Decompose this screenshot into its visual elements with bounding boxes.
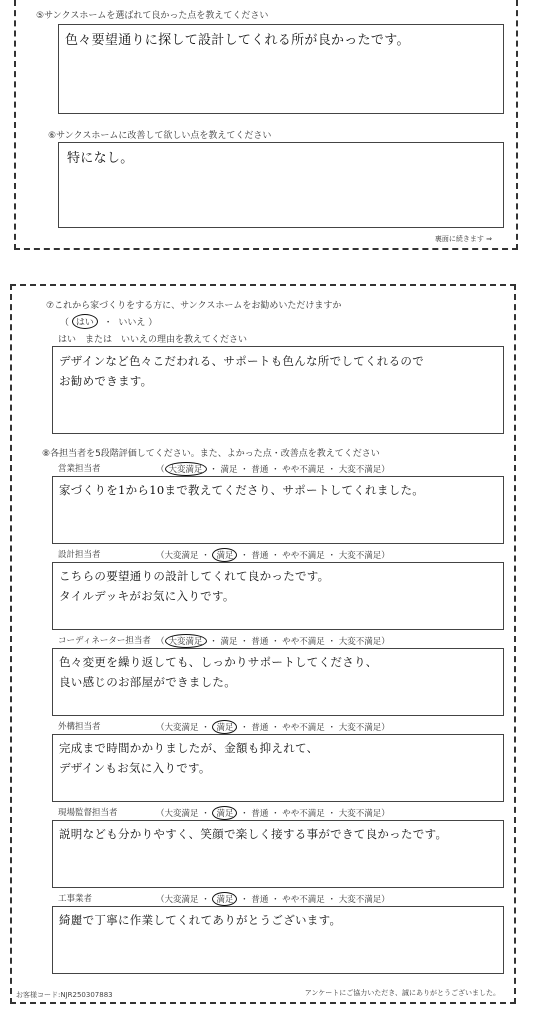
- rating-option-selected: 大変満足: [165, 634, 207, 648]
- rating-option: やや不満足: [282, 723, 325, 733]
- role-comment-line: 色々変更を繰り返しても、しっかりサポートしてくださり、: [59, 655, 378, 669]
- role-comment-box: [52, 734, 504, 802]
- role-name: 現場監督担当者: [58, 808, 118, 818]
- rating-option: 普通: [251, 809, 269, 819]
- rating-scale: （大変満足 ・ 満足 ・ 普通 ・ やや不満足 ・ 大変不満足）: [156, 892, 390, 906]
- customer-code: お客様コード:NJR250307883: [16, 991, 113, 999]
- answer-7: [59, 351, 424, 391]
- answer-box-7: [52, 346, 504, 434]
- answer-5: 色々要望通りに探して設計してくれる所が良かったです。: [65, 33, 410, 48]
- rating-option: やや不満足: [282, 895, 325, 905]
- rating-option: やや不満足: [282, 465, 325, 475]
- rating-option: 大変満足: [164, 723, 199, 733]
- yes-no-options: （ はい ・ いいえ ）: [60, 314, 157, 329]
- role-comment-box: [52, 562, 504, 630]
- rating-option: 大変不満足: [338, 895, 382, 905]
- answer-6: 特になし。: [67, 151, 134, 166]
- role-comment-line: 完成まで時間かかりましたが、金額も抑えれて、: [59, 741, 319, 755]
- role-comment-line: デザインもお気に入りです。: [59, 761, 211, 775]
- rating-option: 普通: [251, 551, 269, 561]
- rating-option: 大変不満足: [338, 809, 382, 819]
- role-comment-box: [52, 906, 504, 974]
- role-name: 設計担当者: [58, 550, 101, 560]
- rating-option: 満足: [220, 465, 238, 475]
- role-comment-box: [52, 476, 504, 544]
- rating-option: 大変満足: [164, 551, 199, 561]
- role-name: 工事業者: [58, 894, 93, 904]
- rating-scale: （大変満足 ・ 満足 ・ 普通 ・ やや不満足 ・ 大変不満足）: [156, 806, 390, 820]
- reason-label: はい または いいえの理由を教えてください: [58, 335, 248, 345]
- question-7: ⑦これから家づくりをする方に、サンクスホームをお勧めいただけますか: [46, 301, 342, 311]
- answer-7-line-1: デザインなど色々こだわれる、サポートも色んな所でしてくれるので: [59, 354, 424, 368]
- rating-option: 大変不満足: [338, 465, 382, 475]
- role-name: 営業担当者: [58, 464, 101, 474]
- role-comment-line: 綺麗で丁寧に作業してくれてありがとうございます。: [59, 913, 342, 927]
- rating-scale: （大変満足 ・ 満足 ・ 普通 ・ やや不満足 ・ 大変不満足）: [156, 720, 390, 734]
- role-name: 外構担当者: [58, 722, 101, 732]
- rating-option: 大変不満足: [338, 637, 382, 647]
- role-comment: [59, 910, 341, 930]
- role-comment-line: タイルデッキがお気に入りです。: [59, 589, 235, 603]
- yes-option-circled: はい: [72, 314, 98, 329]
- rating-option: やや不満足: [282, 809, 325, 819]
- rating-scale: （大変満足 ・ 満足 ・ 普通 ・ やや不満足 ・ 大変不満足）: [156, 548, 390, 562]
- no-option: いいえ: [118, 318, 146, 328]
- answer-box-5: [58, 24, 504, 114]
- rating-option: 普通: [251, 723, 269, 733]
- role-comment: [59, 480, 424, 500]
- role-comment: [59, 738, 318, 778]
- answer-7-line-2: お勧めできます。: [59, 374, 153, 388]
- question-8: ⑧各担当者を5段階評価してください。また、よかった点・改善点を教えてください: [42, 449, 380, 459]
- role-comment-box: [52, 820, 504, 888]
- rating-option-selected: 大変満足: [165, 462, 207, 476]
- role-comment-line: こちらの要望通りの設計してくれて良かったです。: [59, 569, 330, 583]
- role-comment-box: [52, 648, 504, 716]
- rating-option: 大変不満足: [338, 551, 382, 561]
- role-comment-line: 家づくりを1から10まで教えてくださり、サポートしてくれました。: [59, 483, 425, 497]
- role-comment: [59, 652, 378, 692]
- question-5: ⑤サンクスホームを選ばれて良かった点を教えてください: [36, 11, 269, 21]
- rating-option: やや不満足: [282, 551, 325, 561]
- question-6: ⑥サンクスホームに改善して欲しい点を教えてください: [48, 131, 272, 141]
- rating-option: 大変満足: [164, 895, 199, 905]
- role-comment-line: 説明なども分かりやすく、笑顔で楽しく接する事ができて良かったです。: [59, 827, 448, 841]
- role-comment: [59, 824, 447, 844]
- rating-option: 大変満足: [164, 809, 199, 819]
- rating-option-selected: 満足: [212, 720, 237, 734]
- answer-box-6: [58, 142, 504, 228]
- role-comment: [59, 566, 329, 606]
- option-separator: ・: [103, 318, 113, 328]
- survey-sheet-front: [14, 0, 518, 250]
- thanks-note: アンケートにご協力いただき、誠にありがとうございました。: [304, 989, 500, 997]
- rating-option: 大変不満足: [338, 723, 382, 733]
- survey-sheet-back: [10, 284, 516, 1004]
- rating-option: 満足: [220, 637, 238, 647]
- rating-option-selected: 満足: [212, 892, 237, 906]
- rating-scale: （ 大変満足 ・ 満足 ・ 普通 ・ やや不満足 ・ 大変不満足）: [156, 634, 390, 648]
- rating-option: 普通: [251, 637, 269, 647]
- continue-note: 裏面に続きます ⇒: [434, 235, 492, 243]
- rating-option: やや不満足: [282, 637, 325, 647]
- rating-option: 普通: [251, 895, 269, 905]
- rating-option: 普通: [251, 465, 269, 475]
- rating-option-selected: 満足: [212, 806, 237, 820]
- role-name: コーディネーター担当者: [58, 636, 151, 646]
- rating-option-selected: 満足: [212, 548, 237, 562]
- role-comment-line: 良い感じのお部屋ができました。: [59, 675, 236, 689]
- rating-scale: （ 大変満足 ・ 満足 ・ 普通 ・ やや不満足 ・ 大変不満足）: [156, 462, 390, 476]
